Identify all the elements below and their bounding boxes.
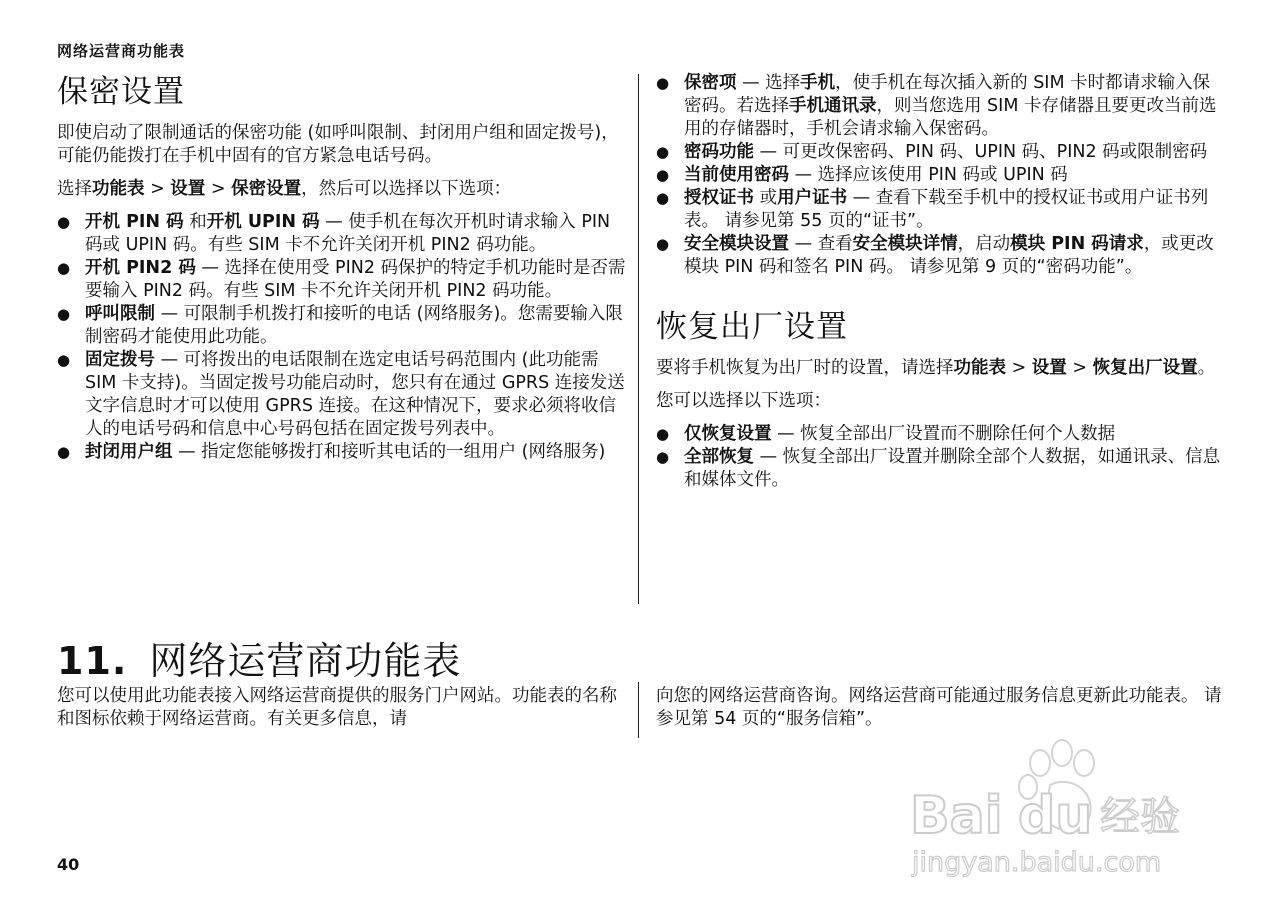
- security-options-list-continued: [656, 72, 1226, 279]
- right-column: [656, 72, 1226, 492]
- list-item-restore-all: ● 全部恢复 — 恢复全部出厂设置并删除全部个人数据，如通讯录、信息和媒体文件。: [656, 446, 1226, 492]
- svg-text:du: du: [1018, 786, 1093, 846]
- list-item-startup-pin: ● 开机 PIN 码 和开机 UPIN 码 — 使手机在每次开机时请求输入 PIN 码或 UPIN 码。有些 SIM 卡不允许关闭开机 PIN2 码功能。: [57, 211, 627, 257]
- list-item-security-module: ● 安全模块设置 — 查看安全模块详情，启动模块 PIN 码请求，或更改模块 PIN 码和签名 PIN 码。 请参见第 9 页的“密码功能”。: [656, 233, 1226, 279]
- chapter-intro-left: 您可以使用此功能表接入网络运营商提供的服务门户网站。功能表的名称和图标依赖于网络运营商。有关更多信息，请: [57, 686, 617, 729]
- svg-text:jingyan.baidu.com: jingyan.baidu.com: [912, 847, 1162, 878]
- column-divider: [638, 74, 639, 604]
- page-number: 40: [57, 855, 80, 874]
- chapter-intro-right: 向您的网络运营商咨询。网络运营商可能通过服务信息更新此功能表。 请参见第 54 页的“服务信箱”。: [656, 686, 1222, 729]
- column-divider-bottom: [638, 682, 639, 738]
- svg-text:Bai: Bai: [910, 786, 1003, 846]
- list-item-code-in-use: ● 当前使用密码 — 选择应该使用 PIN 码或 UPIN 码: [656, 164, 1226, 187]
- list-item-access-codes: ● 密码功能 — 可更改保密码、PIN 码、UPIN 码、PIN2 码或限制密码: [656, 141, 1226, 164]
- chapter-title: [57, 630, 461, 685]
- restore-factory-section: [656, 307, 1226, 492]
- left-column: [57, 72, 627, 464]
- list-item-security-level: ● 保密项 — 选择手机，使手机在每次插入新的 SIM 卡时都请求输入保密码。若选择手机通讯录，则当您选用 SIM 卡存储器且要更改当前选用的存储器时，手机会请求输入保密码。: [656, 72, 1226, 141]
- chapter-title-text: 网络运营商功能表: [149, 639, 462, 683]
- svg-text:经验: 经验: [1100, 794, 1180, 840]
- list-item-certificates: ● 授权证书 或用户证书 — 查看下载至手机中的授权证书或用户证书列表。 请参见第 55 页的“证书”。: [656, 187, 1226, 233]
- restore-options-list: [656, 423, 1226, 492]
- security-intro: 即使启动了限制通话的保密功能 (如呼叫限制、封闭用户组和固定拨号)，可能仍能拨打在手机中固有的官方紧急电话号码。: [57, 123, 619, 166]
- restore-factory-heading: 恢复出厂设置: [656, 309, 848, 345]
- chapter-number: 11.: [57, 639, 128, 683]
- restore-options-intro: 您可以选择以下选项：: [656, 391, 831, 411]
- list-item-call-barring: ● 呼叫限制 — 可限制手机拨打和接听的电话 (网络服务)。您需要输入限制密码才能使用此功能。: [57, 303, 627, 349]
- list-item-restore-settings-only: ● 仅恢复设置 — 恢复全部出厂设置而不删除任何个人数据: [656, 423, 1226, 446]
- running-header: 网络运营商功能表: [57, 42, 186, 60]
- security-menu-path: 选择功能表 > 设置 > 保密设置，然后可以选择以下选项：: [57, 179, 512, 199]
- list-item-fixed-dialing: ● 固定拨号 — 可将拨出的电话限制在选定电话号码范围内 (此功能需 SIM 卡支持)。当固定拨号功能启动时，您只有在通过 GPRS 连接发送文字信息时才可以使用 GPRS 连接。在这种情况下，要求必须将收信人的电话号码和信息中心号码包括在固定拨号列表中。: [57, 349, 627, 441]
- security-options-list: [57, 211, 627, 464]
- list-item-startup-pin2: ● 开机 PIN2 码 — 选择在使用受 PIN2 码保护的特定手机功能时是否需要输入 PIN2 码。有些 SIM 卡不允许关闭开机 PIN2 码功能。: [57, 257, 627, 303]
- security-settings-heading: 保密设置: [57, 74, 185, 110]
- baidu-watermark-logo: [900, 735, 1210, 885]
- restore-menu-path: 要将手机恢复为出厂时的设置，请选择功能表 > 设置 > 恢复出厂设置。: [656, 358, 1216, 378]
- list-item-closed-user-group: ● 封闭用户组 — 指定您能够拨打和接听其电话的一组用户 (网络服务): [57, 441, 627, 464]
